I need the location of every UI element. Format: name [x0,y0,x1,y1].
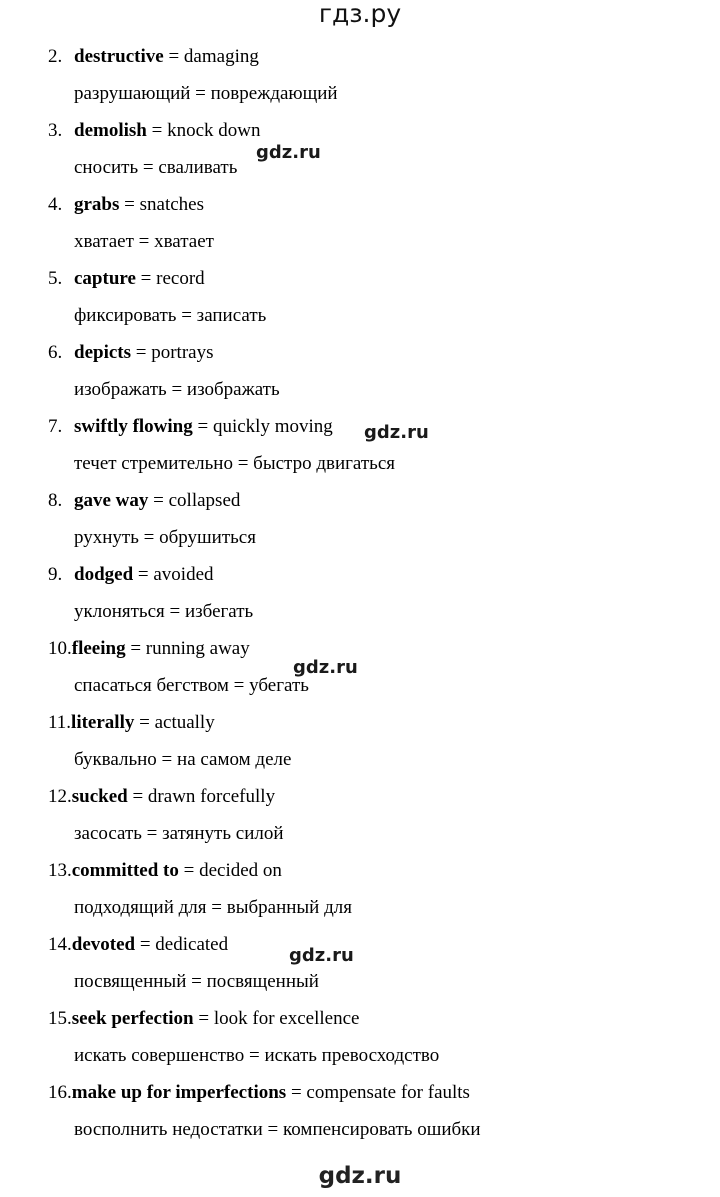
watermark-logo: gdz.ru [289,945,354,966]
entry-number: 12. [48,786,72,807]
entry-translation: разрушающий = повреждающий [74,83,338,104]
entry-english-line [48,778,275,815]
entry-number: 13. [48,860,72,881]
entry-term: demolish [74,120,147,141]
entry-english-line [48,112,260,149]
watermark-logo: gdz.ru [293,657,358,678]
vocabulary-list [0,38,720,1148]
entry-term: dodged [74,564,134,585]
entry-meaning: = collapsed [148,490,241,511]
entry-meaning: = snatches [119,194,204,215]
entry-term: literally [71,712,135,733]
entry-english-line [48,186,204,223]
entry-term: fleeing [71,638,126,659]
entry-english-line [48,1000,359,1037]
entry-number: 3. [48,120,63,141]
entry-number: 14. [48,934,72,955]
entry-number: 10. [48,638,72,659]
entry-meaning: = dedicated [135,934,229,955]
entry-term: destructive [74,46,164,67]
entry-term: seek perfection [71,1008,194,1029]
entry-meaning: = quickly moving [192,416,333,437]
entry-term: make up for imperfections [71,1082,287,1103]
list-item [0,482,720,556]
footer-watermark: gdz.ru [318,1163,402,1189]
watermark-logo: gdz.ru [256,142,321,163]
site-title: гдз.ру [318,0,402,28]
list-item [0,1000,720,1074]
entry-translation: засосать = затянуть силой [74,823,284,844]
entry-meaning: = look for excellence [193,1008,360,1029]
list-item [0,556,720,630]
entry-term: sucked [71,786,128,807]
entry-number: 5. [48,268,63,289]
entry-meaning: = compensate for faults [286,1082,470,1103]
entry-translation: течет стремительно = быстро двигаться [74,453,395,474]
entry-english-line [48,704,215,741]
entry-translation: восполнить недостатки = компенсировать ошибки [74,1119,481,1140]
entry-number: 8. [48,490,63,511]
entry-translation: рухнуть = обрушиться [74,527,256,548]
entry-number: 6. [48,342,63,363]
entry-translation: искать совершенство = искать превосходство [74,1045,440,1066]
list-item [0,408,720,482]
entry-number: 15. [48,1008,72,1029]
entry-english-line [48,260,205,297]
entry-english-line [48,38,259,75]
entry-number: 4. [48,194,63,215]
entry-meaning: = actually [134,712,215,733]
entry-number: 7. [48,416,63,437]
list-item [0,186,720,260]
entry-term: grabs [74,194,120,215]
entry-translation: изображать = изображать [74,379,280,400]
entry-translation: посвященный = посвященный [74,971,319,992]
entry-number: 9. [48,564,63,585]
list-item [0,926,720,1000]
entry-term: committed to [71,860,179,881]
entry-number: 16. [48,1082,72,1103]
list-item [0,630,720,704]
entry-term: swiftly flowing [74,416,193,437]
entry-meaning: = knock down [146,120,261,141]
entry-meaning: = running away [125,638,250,659]
entry-term: gave way [74,490,149,511]
entry-meaning: = decided on [178,860,282,881]
entry-number: 11. [48,712,72,733]
list-item [0,1074,720,1148]
entry-term: capture [74,268,136,289]
entry-english-line [48,408,333,445]
entry-translation: сносить = сваливать [74,157,238,178]
entry-meaning: = damaging [163,46,259,67]
entry-english-line [48,482,240,519]
entry-translation: спасаться бегством = убегать [74,675,309,696]
list-item [0,852,720,926]
entry-translation: буквально = на самом деле [74,749,292,770]
list-item [0,704,720,778]
entry-number: 2. [48,46,63,67]
entry-meaning: = drawn forcefully [127,786,276,807]
list-item [0,778,720,852]
entry-meaning: = record [135,268,205,289]
entry-translation: уклоняться = избегать [74,601,254,622]
entry-english-line [48,926,228,963]
list-item [0,260,720,334]
entry-translation: хватает = хватает [74,231,214,252]
entry-meaning: = portrays [131,342,214,363]
entry-english-line [48,556,214,593]
list-item [0,112,720,186]
entry-english-line [48,334,213,371]
list-item [0,334,720,408]
entry-term: depicts [74,342,131,363]
entry-english-line [48,852,282,889]
entry-meaning: = avoided [133,564,214,585]
list-item [0,38,720,112]
entry-translation: подходящий для = выбранный для [74,897,352,918]
entry-translation: фиксировать = записать [74,305,267,326]
entry-english-line [48,1074,470,1111]
entry-term: devoted [71,934,136,955]
entry-english-line [48,630,250,667]
watermark-logo: gdz.ru [364,422,429,443]
